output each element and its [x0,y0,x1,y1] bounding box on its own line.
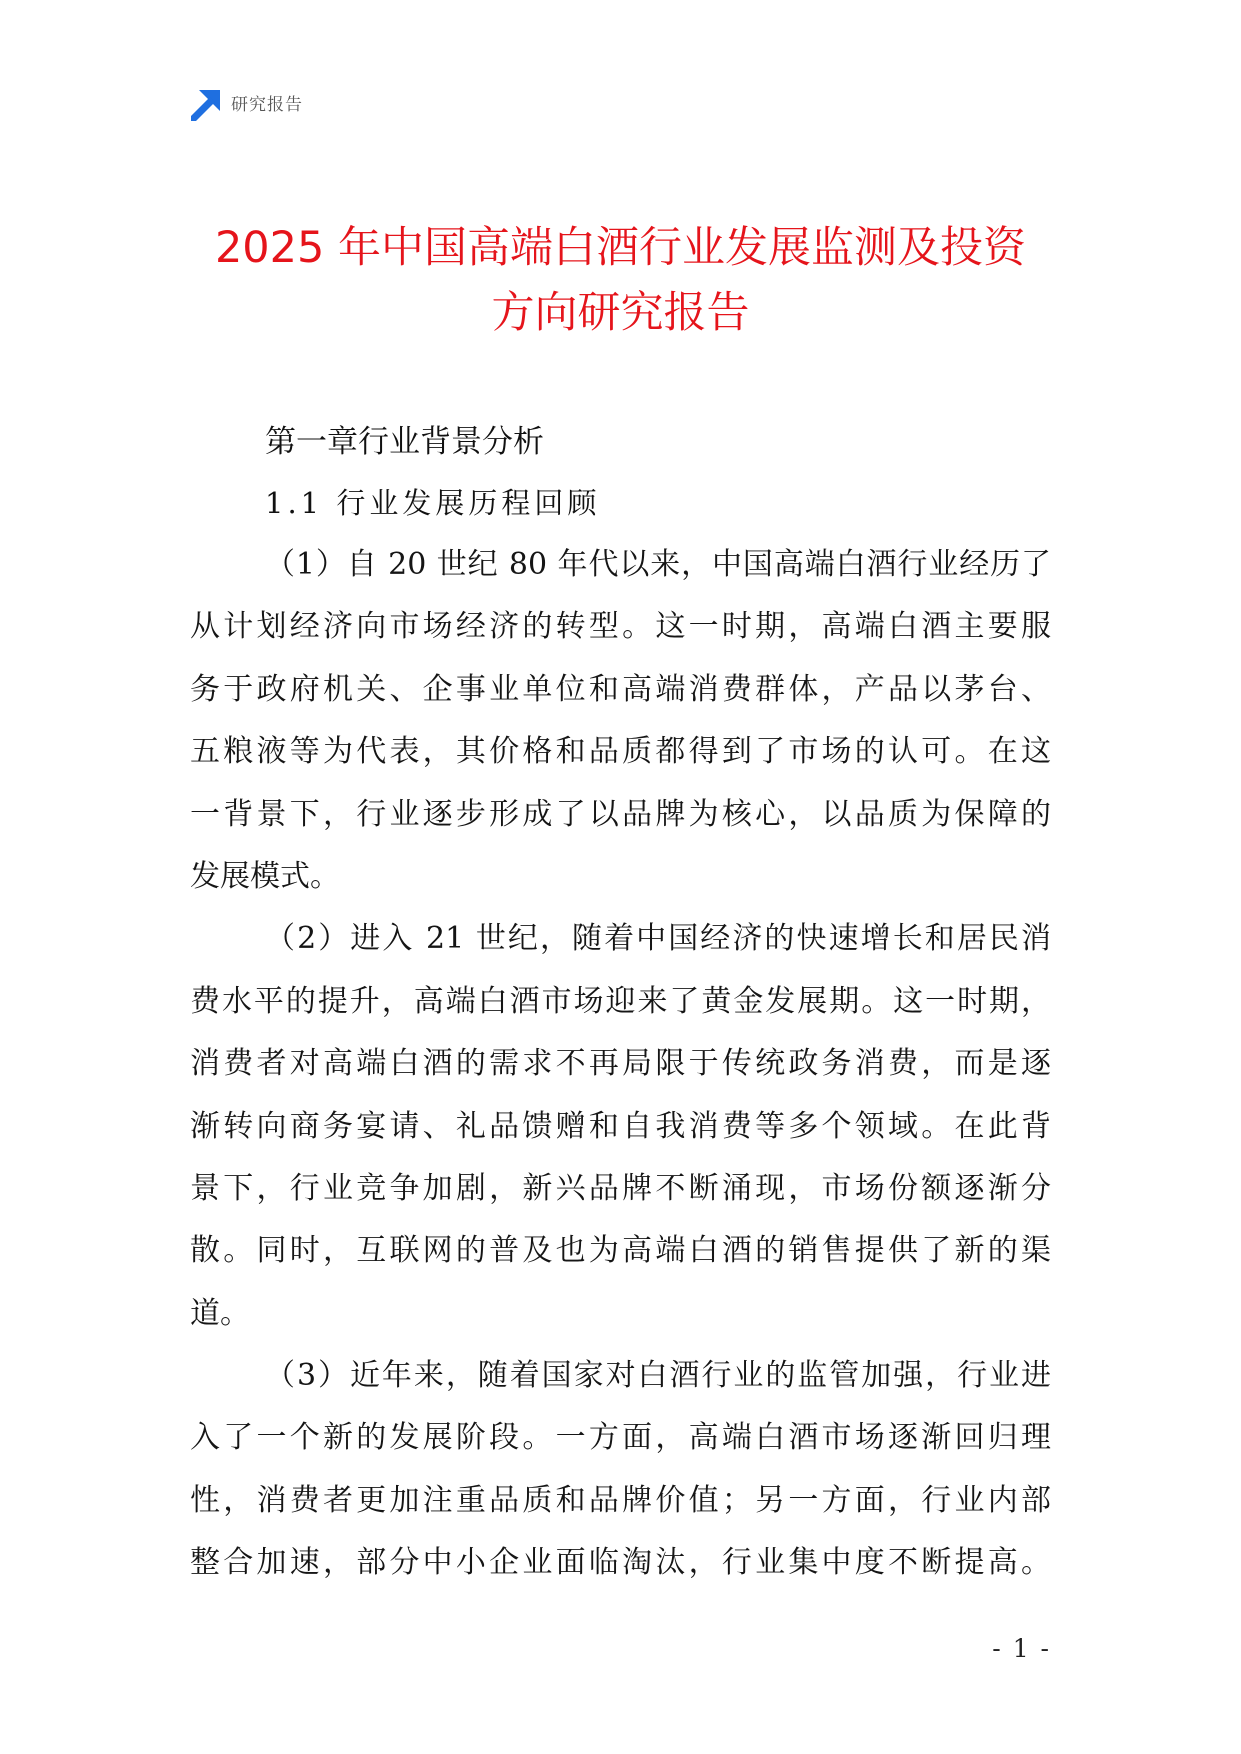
paragraph-line: （2）进入 21 世纪，随着中国经济的快速增长和居民消 [265,921,1051,957]
paragraph-1 [190,534,1051,908]
page-number: - 1 - [992,1634,1051,1663]
paragraph-line: 发展模式。 [190,858,340,894]
paragraph-line: 费水平的提升，高端白酒市场迎来了黄金发展期。这一时期， [190,983,1051,1019]
paragraph-line: 一背景下，行业逐步形成了以品牌为核心，以品质为保障的 [190,796,1051,832]
section-heading: 1.1 行业发展历程回顾 [265,486,601,520]
report-title-line-2: 方向研究报告 [491,288,750,338]
arrow-up-right-icon [190,89,220,121]
paragraph-line: 性，消费者更加注重品质和品牌价值；另一方面，行业内部 [190,1482,1051,1518]
paragraph-2 [190,908,1051,1345]
paragraph-line: 道。 [190,1295,250,1331]
report-title-line-1: 2025 年中国高端白酒行业发展监测及投资 [214,223,1027,273]
paragraph-line: 整合加速，部分中小企业面临淘汰，行业集中度不断提高。 [190,1545,1051,1581]
paragraph-line: 务于政府机关、企事业单位和高端消费群体，产品以茅台、 [190,671,1051,707]
paragraph-line: 入了一个新的发展阶段。一方面，高端白酒市场逐渐回归理 [190,1420,1051,1456]
paragraph-line: 散。同时，互联网的普及也为高端白酒的销售提供了新的渠 [190,1233,1051,1269]
chapter-heading: 第一章行业背景分析 [265,424,544,460]
paragraph-line: （3）近年来，随着国家对白酒行业的监管加强，行业进 [265,1358,1051,1394]
paragraph-line: 从计划经济向市场经济的转型。这一时期，高端白酒主要服 [190,609,1051,645]
logo-text: 研究报告 [231,95,303,115]
paragraph-line: 渐转向商务宴请、礼品馈赠和自我消费等多个领域。在此背 [190,1108,1051,1144]
paragraph-line: 景下，行业竞争加剧，新兴品牌不断涌现，市场份额逐渐分 [190,1170,1051,1206]
paragraph-line: 消费者对高端白酒的需求不再局限于传统政务消费，而是逐 [190,1046,1051,1082]
paragraph-line: 五粮液等为代表，其价格和品质都得到了市场的认可。在这 [190,734,1051,770]
paragraph-line: （1）自 20 世纪 80 年代以来，中国高端白酒行业经历了 [265,547,1051,582]
paragraph-3 [190,1345,1051,1595]
body-text [190,534,1051,1595]
